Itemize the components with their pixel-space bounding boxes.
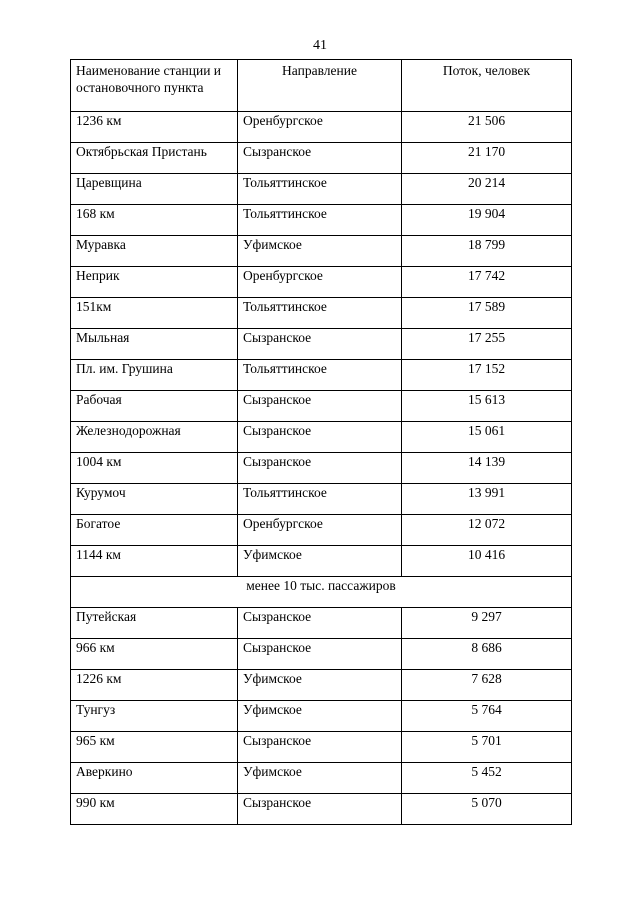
station-flow-table [70, 59, 572, 825]
flow-cell: 17 742 [402, 267, 572, 298]
station-name-cell: 1226 км [71, 670, 238, 701]
flow-cell: 8 686 [402, 639, 572, 670]
header-station-name: Наименование станции и остановочного пункта [71, 60, 238, 112]
station-name-cell: Тунгуз [71, 701, 238, 732]
station-name-cell: Октябрьская Пристань [71, 143, 238, 174]
table-row [71, 639, 572, 670]
flow-cell: 17 255 [402, 329, 572, 360]
direction-cell: Сызранское [238, 422, 402, 453]
flow-cell: 15 613 [402, 391, 572, 422]
station-name-cell: 1004 км [71, 453, 238, 484]
station-name-cell: 1236 км [71, 112, 238, 143]
direction-cell: Тольяттинское [238, 298, 402, 329]
table-row [71, 608, 572, 639]
table-row [71, 360, 572, 391]
station-name-cell: Рабочая [71, 391, 238, 422]
direction-cell: Сызранское [238, 329, 402, 360]
direction-cell: Сызранское [238, 732, 402, 763]
station-name-cell: 151км [71, 298, 238, 329]
station-name-cell: Курумоч [71, 484, 238, 515]
station-name-cell: Путейская [71, 608, 238, 639]
direction-cell: Сызранское [238, 143, 402, 174]
table-row [71, 391, 572, 422]
table-row [71, 546, 572, 577]
direction-cell: Сызранское [238, 794, 402, 825]
page-number: 41 [313, 38, 327, 53]
flow-cell: 17 152 [402, 360, 572, 391]
table-row [71, 236, 572, 267]
direction-cell: Уфимское [238, 701, 402, 732]
direction-cell: Сызранское [238, 608, 402, 639]
flow-cell: 21 506 [402, 112, 572, 143]
flow-cell: 13 991 [402, 484, 572, 515]
table-row [71, 205, 572, 236]
station-name-cell: 168 км [71, 205, 238, 236]
station-name-cell: Богатое [71, 515, 238, 546]
direction-cell: Уфимское [238, 670, 402, 701]
flow-cell: 10 416 [402, 546, 572, 577]
flow-cell: 5 070 [402, 794, 572, 825]
group-separator-row [71, 577, 572, 608]
station-name-cell: Железнодорожная [71, 422, 238, 453]
table-body [71, 112, 572, 825]
direction-cell: Тольяттинское [238, 174, 402, 205]
station-name-cell: 990 км [71, 794, 238, 825]
flow-cell: 9 297 [402, 608, 572, 639]
table-row [71, 267, 572, 298]
table-row [71, 484, 572, 515]
flow-cell: 5 701 [402, 732, 572, 763]
header-flow: Поток, человек [402, 60, 572, 112]
station-name-cell: Мыльная [71, 329, 238, 360]
flow-cell: 5 764 [402, 701, 572, 732]
direction-cell: Сызранское [238, 391, 402, 422]
table-row [71, 298, 572, 329]
direction-cell: Уфимское [238, 236, 402, 267]
table-row [71, 422, 572, 453]
flow-cell: 18 799 [402, 236, 572, 267]
table-row [71, 701, 572, 732]
table-row [71, 453, 572, 484]
station-name-cell: Муравка [71, 236, 238, 267]
flow-cell: 20 214 [402, 174, 572, 205]
table-row [71, 732, 572, 763]
direction-cell: Уфимское [238, 763, 402, 794]
direction-cell: Тольяттинское [238, 360, 402, 391]
table-row [71, 670, 572, 701]
flow-cell: 12 072 [402, 515, 572, 546]
direction-cell: Оренбургское [238, 267, 402, 298]
flow-cell: 21 170 [402, 143, 572, 174]
station-name-cell: Царевщина [71, 174, 238, 205]
flow-cell: 14 139 [402, 453, 572, 484]
direction-cell: Тольяттинское [238, 205, 402, 236]
direction-cell: Тольяттинское [238, 484, 402, 515]
flow-cell: 19 904 [402, 205, 572, 236]
flow-cell: 7 628 [402, 670, 572, 701]
table-row [71, 143, 572, 174]
station-name-cell: 1144 км [71, 546, 238, 577]
station-name-cell: 966 км [71, 639, 238, 670]
station-name-cell: Пл. им. Грушина [71, 360, 238, 391]
direction-cell: Оренбургское [238, 515, 402, 546]
direction-cell: Оренбургское [238, 112, 402, 143]
group-label: менее 10 тыс. пассажиров [71, 577, 572, 608]
table-header-row [71, 60, 572, 112]
direction-cell: Сызранское [238, 639, 402, 670]
station-name-cell: 965 км [71, 732, 238, 763]
table-row [71, 794, 572, 825]
flow-cell: 5 452 [402, 763, 572, 794]
direction-cell: Уфимское [238, 546, 402, 577]
station-name-cell: Неприк [71, 267, 238, 298]
table-row [71, 329, 572, 360]
table-row [71, 515, 572, 546]
flow-cell: 15 061 [402, 422, 572, 453]
direction-cell: Сызранское [238, 453, 402, 484]
table-row [71, 174, 572, 205]
table-row [71, 112, 572, 143]
header-direction: Направление [238, 60, 402, 112]
station-name-cell: Аверкино [71, 763, 238, 794]
flow-cell: 17 589 [402, 298, 572, 329]
table-row [71, 763, 572, 794]
